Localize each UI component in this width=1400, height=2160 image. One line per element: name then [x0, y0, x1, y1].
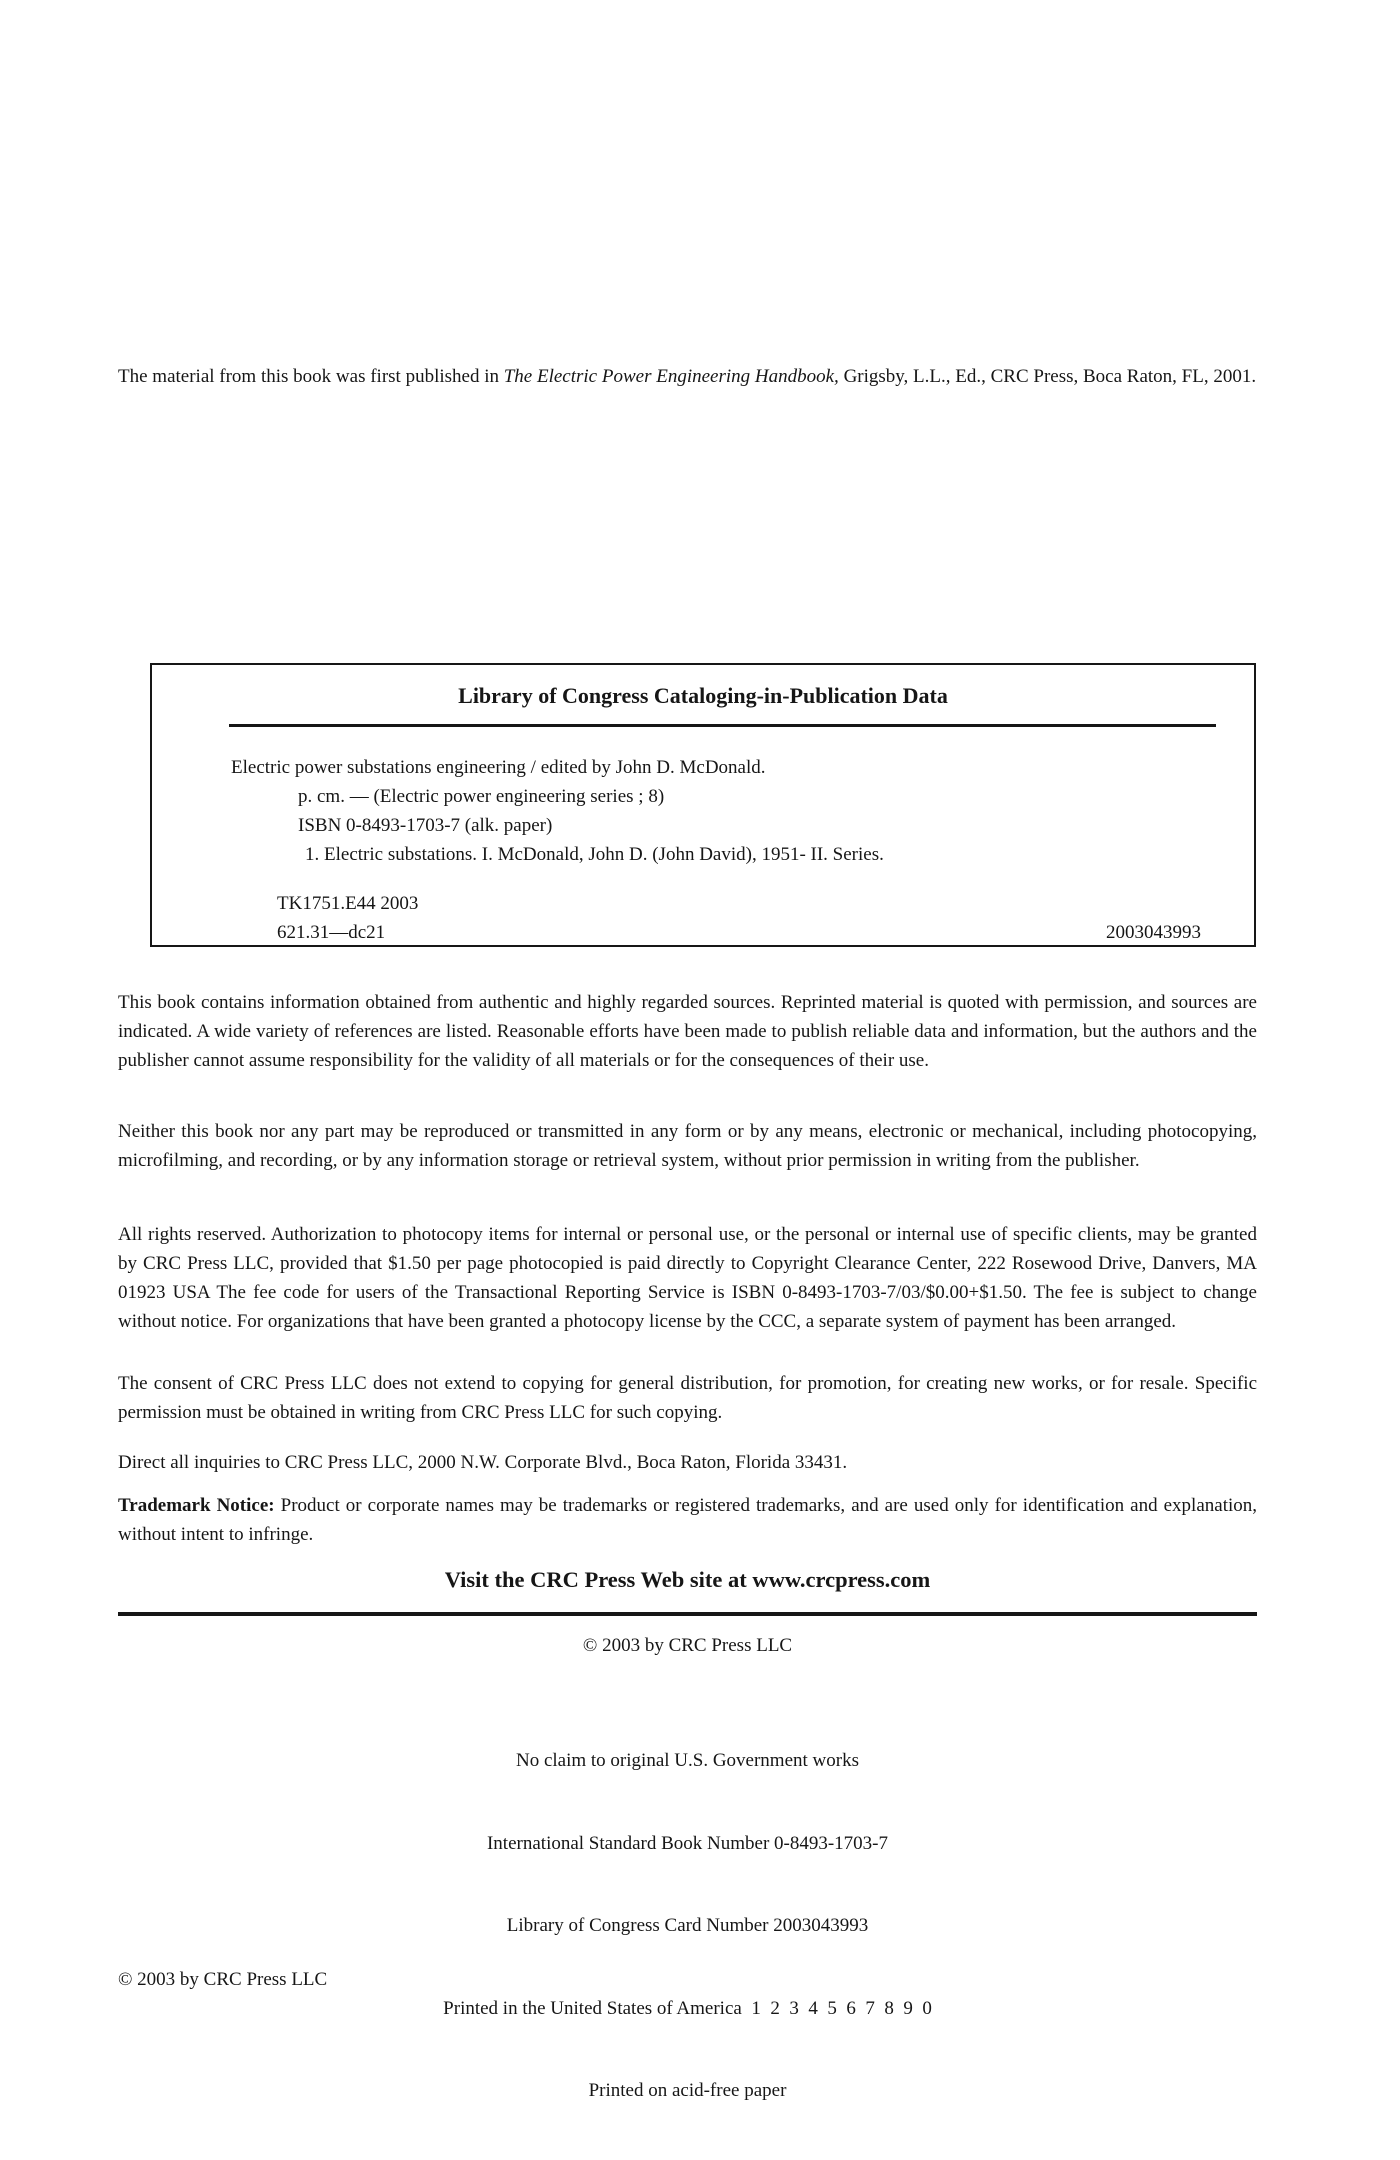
loc-isbn-line: ISBN 0-8493-1703-7 (alk. paper)	[298, 815, 553, 836]
copyright-center-line: © 2003 by CRC Press LLC	[582, 1635, 793, 1656]
colophon-card-number: Library of Congress Card Number 2003043993	[506, 1915, 869, 1936]
section-divider-rule	[118, 1612, 1257, 1616]
colophon-no-claim: No claim to original U.S. Government works	[515, 1750, 859, 1771]
colophon-acid-free: Printed on acid-free paper	[588, 2080, 787, 2101]
loc-dewey-number: 621.31—dc21	[277, 922, 386, 943]
paragraph-consent: The consent of CRC Press LLC does not extend to copying for general distribution, for promotion, for creating new works, or for resale. Specific permission must be obtained in writing from CRC Press LLC for such copying.	[118, 1373, 1257, 1423]
loc-series-line: p. cm. — (Electric power engineering series ; 8)	[298, 786, 665, 807]
trademark-text: Product or corporate names may be trademarks or registered trademarks, and are used only for identification and explanation, without intent to infringe.	[118, 1495, 1257, 1545]
trademark-paragraph	[118, 1491, 1257, 1549]
loc-box-title: Library of Congress Cataloging-in-Publication Data	[458, 683, 948, 708]
colophon-isbn: International Standard Book Number 0-8493-1703-7	[486, 1832, 889, 1854]
intro-suffix: Grigsby, L.L., Ed., CRC Press, Boca Raton, FL, 2001.	[838, 366, 1257, 387]
footer-copyright: © 2003 by CRC Press LLC	[118, 1969, 328, 1990]
loc-title-rule	[229, 724, 1216, 727]
website-banner: Visit the CRC Press Web site at www.crcpress.com	[444, 1567, 931, 1592]
paragraph-inquiries: Direct all inquiries to CRC Press LLC, 2000 N.W. Corporate Blvd., Boca Raton, Florida 33431.	[118, 1452, 848, 1473]
paragraph-reproduction: Neither this book nor any part may be reproduced or transmitted in any form or by any means, electronic or mechanical, including photocopying, microfilming, and recording, or by any information storage or retrieval system, without prior permission in writing from the publisher.	[118, 1121, 1257, 1171]
intro-paragraph	[118, 362, 1257, 391]
loc-classification-row	[152, 918, 1254, 947]
trademark-label: Trademark Notice:	[118, 1495, 275, 1516]
loc-main-entry: Electric power substations engineering / edited by John D. McDonald.	[231, 757, 766, 778]
paragraph-rights: All rights reserved. Authorization to photocopy items for internal or personal use, or the personal or internal use of specific clients, may be granted by CRC Press LLC, provided that $1.50 per page photocopied is paid directly to Copyright Clearance Center, 222 Rosewood Drive, Danvers, MA 01923 USA The fee code for users of the Transactional Reporting Service is ISBN 0-8493-1703-7/03/$0.00+$1.50. The fee is subject to change without notice. For organizations that have been granted a photocopy license by the CCC, a separate system of payment has been arranged.	[118, 1224, 1257, 1332]
cataloging-in-publication-box	[150, 663, 1256, 947]
intro-prefix: The material from this book was first published in	[118, 366, 504, 387]
loc-call-number: TK1751.E44 2003	[277, 893, 419, 914]
loc-subject-line: 1. Electric substations. I. McDonald, John D. (John David), 1951- II. Series.	[305, 844, 884, 865]
colophon-printed-in: Printed in the United States of America 1 2 3 4 5 6 7 8 9 0	[443, 1997, 932, 2019]
colophon-block	[118, 1692, 1257, 2160]
loc-card-number: 2003043993	[1106, 922, 1201, 943]
paragraph-sources: This book contains information obtained from authentic and highly regarded sources. Reprinted material is quoted with permission, and sources are indicated. A wide variety of references are listed. Reasonable efforts have been made to publish reliable data and information, but the authors and the publisher cannot assume responsibility for the validity of all materials or for the consequences of their use.	[118, 992, 1257, 1071]
intro-book-title: The Electric Power Engineering Handbook,	[503, 366, 839, 387]
